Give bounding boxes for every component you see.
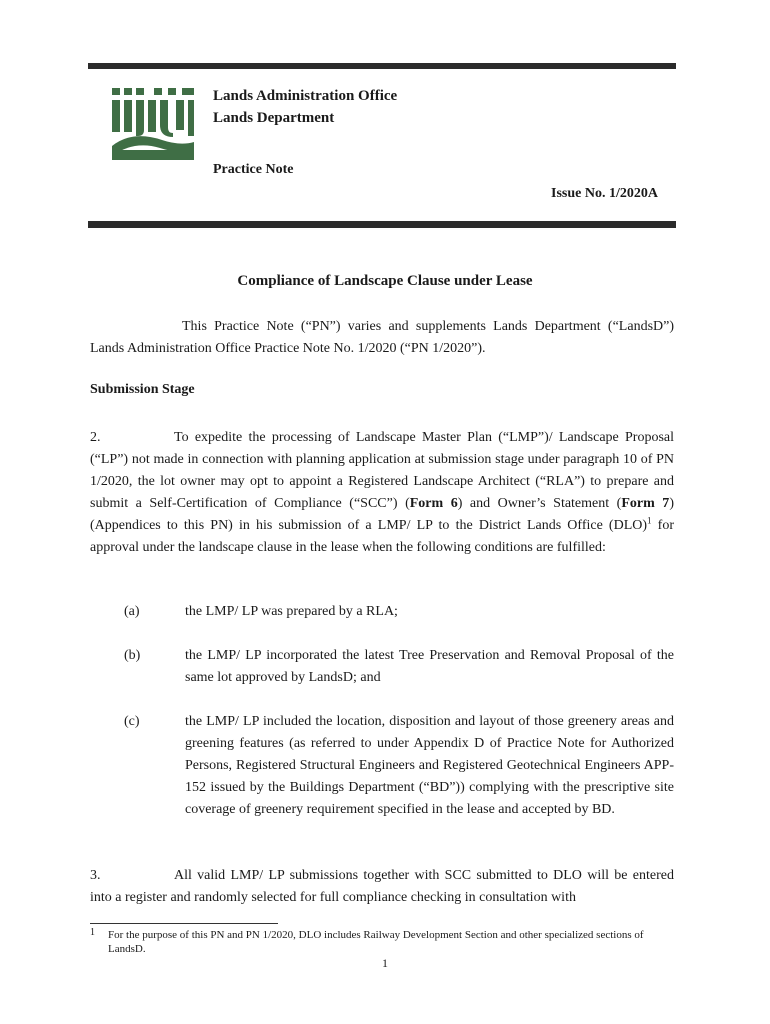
header-bottom-rule [88, 221, 676, 228]
page-number: 1 [382, 956, 388, 970]
condition-item [124, 711, 674, 821]
form-7-reference: Form 7 [621, 496, 670, 511]
condition-text: the LMP/ LP included the location, disposition and layout of those greenery areas and greening features (as referred to under Appendix D of Practice Note for Authorized Persons, Registered Structural Engineers and Registered Geotechnical Engineers APP-152 issued by the Buildings Department (“BD”)) complying with the prescriptive site coverage of greenery requirement specified in the lease and accepted by BD. [185, 714, 674, 817]
paragraph-text: for approval under the landscape clause in the lease when the following conditions are fulfilled: [90, 518, 674, 555]
intro-paragraph [90, 316, 674, 360]
document-title: Compliance of Landscape Clause under Lease [237, 273, 533, 289]
footnote-text: For the purpose of this PN and PN 1/2020, DLO includes Railway Development Section and other specialized sections of LandsD. [108, 929, 644, 955]
org-name-office: Lands Administration Office [213, 88, 398, 104]
condition-text: the LMP/ LP incorporated the latest Tree Preservation and Removal Proposal of the same lot approved by LandsD; and [185, 648, 674, 685]
footnote-reference: 1 [647, 515, 652, 526]
paragraph-number: 3. [90, 868, 101, 883]
footnote-divider [90, 923, 278, 924]
paragraph-text: ) (Appendices to this PN) in his submission of a LMP/ LP to the District Lands Office (DLO) [90, 496, 674, 533]
condition-label: (b) [124, 648, 141, 663]
paragraph-text: To expedite the processing of Landscape Master Plan (“LMP”)/ Landscape Proposal (“LP”) not made in connection with planning application at submission stage under paragraph 10 of PN 1/2020, the lot owner may opt to appoint a Registered Landscape Architect (“RLA”) to prepare and submit a Self-Certification of Compliance (“SCC”) ( [90, 430, 674, 511]
paragraph-text: ) and Owner’s Statement ( [457, 496, 622, 511]
intro-text: This Practice Note (“PN”) varies and supplements Lands Department (“LandsD”) Lands Administration Office Practice Note No. 1/2020 (“PN 1/2020”). [90, 319, 674, 356]
paragraph-2 [90, 427, 674, 559]
condition-item [124, 601, 674, 623]
form-6-reference: Form 6 [409, 496, 458, 511]
condition-label: (c) [124, 714, 140, 729]
paragraph-text: All valid LMP/ LP submissions together with SCC submitted to DLO will be entered into a register and randomly selected for full compliance checking in consultation with [90, 868, 674, 905]
footnote [90, 928, 676, 956]
header-top-rule [88, 63, 676, 69]
footnote-mark: 1 [90, 927, 95, 938]
section-heading: Submission Stage [90, 382, 195, 397]
condition-text: the LMP/ LP was prepared by a RLA; [185, 604, 398, 619]
paragraph-3 [90, 865, 674, 909]
condition-item [124, 645, 674, 689]
issue-number: Issue No. 1/2020A [551, 186, 658, 201]
org-name-department: Lands Department [213, 110, 335, 126]
paragraph-number: 2. [90, 430, 101, 445]
document-type: Practice Note [213, 162, 294, 177]
lands-department-logo-icon [110, 86, 196, 162]
condition-label: (a) [124, 604, 140, 619]
